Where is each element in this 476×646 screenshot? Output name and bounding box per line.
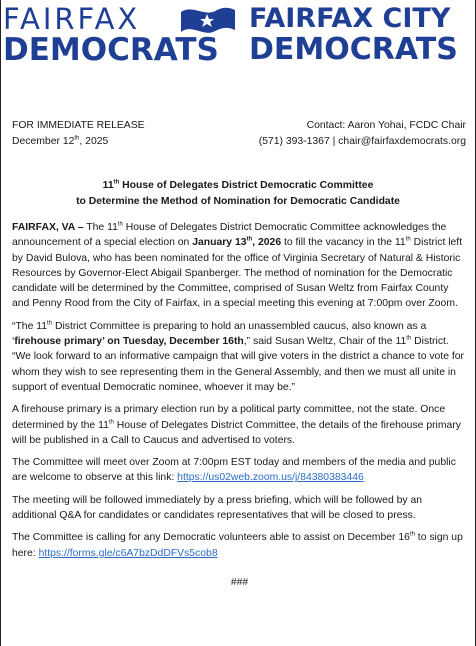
logo-left-line2: DEMOCRATS — [3, 32, 219, 68]
contact-phone-email: (571) 393-1367 | chair@fairfaxdemocrats.org — [258, 136, 466, 147]
logo-left-line1: FAIRFAX — [3, 2, 141, 36]
logo-right-line2: DEMOCRATS — [249, 32, 458, 67]
release-date: December 12th, 2025 — [12, 135, 109, 147]
paragraph-1: FAIRFAX, VA – The 11th House of Delegates District Democratic Committee acknowledges the announcement of a special election on January 13th, 2026 to fill the vacancy in the 11th District left by David Bulova, who has been nominated for the office of Virginia Secretary of Natural & Historic Resources by Governor-Elect Abigail Spanberger. The method of nomination for the Democratic candidate will be determined by the Committee, comprised of Susan Weltz from Fairfax County and Penny Rood from the City of Fairfax, in a special meeting this evening at 7:00pm over Zoom. — [12, 221, 463, 310]
release-headline — [15, 178, 461, 210]
paragraph-4: The Committee will meet over Zoom at 7:00pm EST today and members of the media and public are welcome to observe at this link: https://us02web.zoom.us/j/84380383446 — [12, 457, 456, 484]
release-body — [12, 220, 467, 590]
paragraph-2: “The 11th District Committee is preparing to hold an unassembled caucus, also known as a ‘firehouse primary’ on Tuesday, December 16th,” said Susan Weltz, Chair of the 11th District. “We look forward to an informative campaign that will give voters in the district a chance to vote for whom they wish to see representing them in the General Assembly, and then we must all unite in support of eventual Democratic nominee, whoever it may be.” — [12, 320, 465, 393]
fairfax-city-democrats-logo — [249, 4, 476, 68]
paragraph-6: The Committee is calling for any Democratic volunteers able to assist on December 16th to sign up here: https://forms.gle/c6A7bzDdDFVs5cob8 — [12, 531, 463, 559]
end-mark: ### — [230, 576, 249, 588]
release-label: FOR IMMEDIATE RELEASE — [12, 120, 145, 131]
paragraph-3: A firehouse primary is a primary election run by a political party committee, not the state. Once determined by the 11th House of Delegates District Committee, the details of the firehouse primary will be published in a Call to Caucus and advertised to voters. — [12, 404, 461, 446]
header-logos — [1, 4, 476, 68]
fairfax-democrats-logo — [3, 4, 239, 68]
contact-info — [259, 118, 466, 150]
headline-line2: to Determine the Method of Nomination for Democratic Candidate — [76, 196, 400, 207]
zoom-meeting-link[interactable]: https://us02web.zoom.us/j/84380383446 — [177, 472, 364, 484]
paragraph-5: The meeting will be followed immediately by a press briefing, which will be followed by an additional Q&A for candidates or candidates representatives that will be closed to press. — [12, 494, 423, 522]
headline-line1: 11th House of Delegates District Democratic Committee — [102, 179, 374, 191]
logo-right-line1: FAIRFAX CITY — [249, 3, 451, 34]
volunteer-signup-link[interactable]: https://forms.gle/c6A7bzDdDFVs5cob8 — [38, 547, 218, 559]
release-info — [12, 118, 145, 150]
contact-name: Contact: Aaron Yohai, FCDC Chair — [306, 120, 466, 131]
